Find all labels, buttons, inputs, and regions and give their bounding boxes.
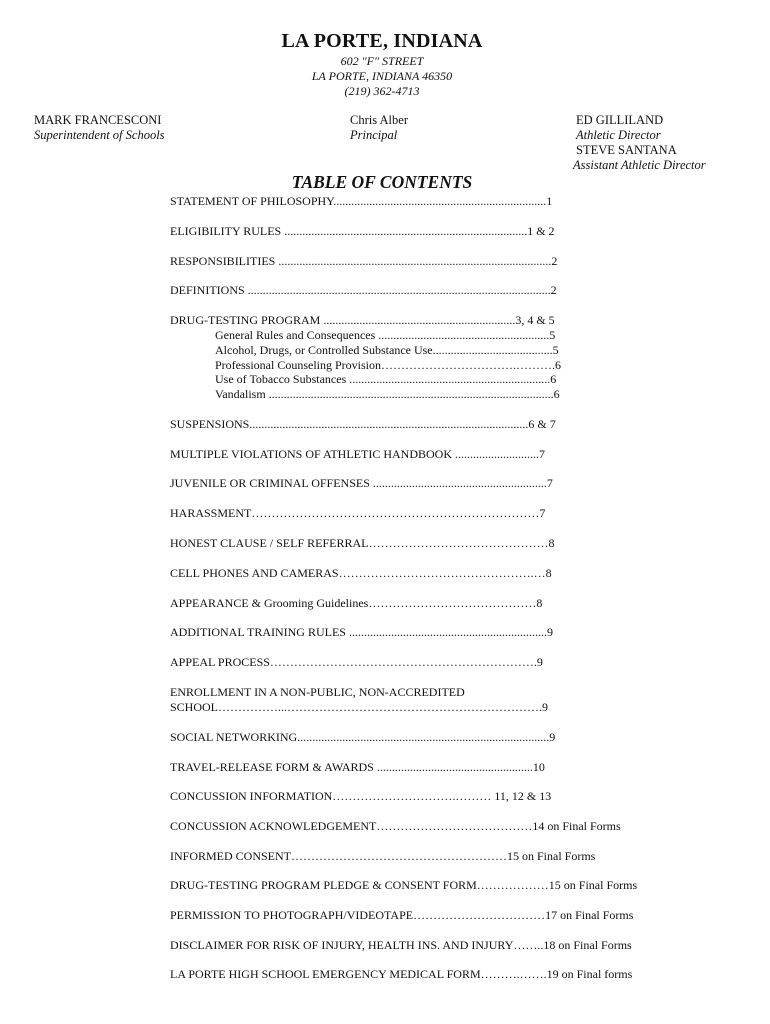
toc-entry: DRUG-TESTING PROGRAM PLEDGE & CONSENT FORM………………15 on Final Forms	[170, 878, 638, 892]
toc-entry: ADDITIONAL TRAINING RULES ..................................................................9	[170, 625, 553, 639]
toc-entry: MULTIPLE VIOLATIONS OF ATHLETIC HANDBOOK ............................7	[170, 447, 545, 461]
assistant-ad-title: Assistant Athletic Director	[573, 158, 706, 172]
toc-entry: SOCIAL NETWORKING....................................................................................9	[170, 730, 556, 744]
superintendent-name: MARK FRANCESCONI	[34, 113, 162, 127]
superintendent-title: Superintendent of Schools	[34, 128, 165, 142]
toc-entry: RESPONSIBILITIES ...........................................................................................2	[170, 254, 558, 268]
toc-heading: TABLE OF CONTENTS	[291, 172, 473, 192]
toc-sub-entry: Professional Counseling Provision…………………………….……….6	[215, 358, 562, 372]
toc-entry: ELIGIBILITY RULES .................................................................................1 & 2	[170, 224, 555, 238]
toc-entry: INFORMED CONSENT………………………………………………15 on Final Forms	[170, 849, 596, 863]
toc-entry: SCHOOL……………...……………………………………………………….9	[170, 700, 549, 714]
toc-entry: STATEMENT OF PHILOSOPHY.......................................................................1	[170, 194, 553, 208]
toc-entry: LA PORTE HIGH SCHOOL EMERGENCY MEDICAL FORM……….…….19 on Final forms	[170, 967, 633, 981]
toc-entry: APPEARANCE & Grooming Guidelines……………………………………8	[170, 596, 543, 610]
address-city: LA PORTE, INDIANA 46350	[311, 69, 453, 83]
toc-entry: CONCUSSION ACKNOWLEDGEMENT…………………………………14 on Final Forms	[170, 819, 621, 833]
toc-entry: DEFINITIONS .....................................................................................................2	[170, 283, 557, 297]
toc-entry: CONCUSSION INFORMATION………………………….……… 11, 12 & 13	[170, 789, 552, 803]
principal-name: Chris Alber	[350, 113, 408, 127]
toc-sub-entry: General Rules and Consequences .........................................................5	[215, 328, 556, 342]
address-street: 602 "F" STREET	[340, 54, 424, 68]
toc-entry: TRAVEL-RELEASE FORM & AWARDS ....................................................10	[170, 760, 545, 774]
athletic-director-name: ED GILLILAND	[576, 113, 664, 127]
athletic-director-title: Athletic Director	[576, 128, 661, 142]
toc-sub-entry: Use of Tobacco Substances ...................................................................6	[215, 372, 557, 386]
toc-sub-entry: Vandalism ...............................................................................................6	[215, 387, 560, 401]
principal-title: Principal	[350, 128, 398, 142]
toc-entry: HARASSMENT………………………………………………………………7	[170, 506, 546, 520]
assistant-ad-name: STEVE SANTANA	[576, 143, 677, 157]
toc-entry: DISCLAIMER FOR RISK OF INJURY, HEALTH INS. AND INJURY……..18 on Final Forms	[170, 938, 632, 952]
toc-entry: ENROLLMENT IN A NON-PUBLIC, NON-ACCREDITED	[170, 685, 465, 699]
toc-entry: DRUG-TESTING PROGRAM ................................................................3, 4 & 5	[170, 313, 555, 327]
toc-entry: HONEST CLAUSE / SELF REFERRAL………………………………………8	[170, 536, 555, 550]
toc-entry: CELL PHONES AND CAMERAS………………………………………….…8	[170, 566, 552, 580]
phone-number: (219) 362-4713	[344, 84, 420, 98]
toc-entry: PERMISSION TO PHOTOGRAPH/VIDEOTAPE……………………………17 on Final Forms	[170, 908, 634, 922]
toc-sub-entry: Alcohol, Drugs, or Controlled Substance Use........................................5	[215, 343, 559, 357]
toc-entry: APPEAL PROCESS………………………………………………………….9	[170, 655, 543, 669]
toc-entry: JUVENILE OR CRIMINAL OFFENSES ..........................................................7	[170, 476, 553, 490]
page-title: LA PORTE, INDIANA	[281, 30, 483, 52]
toc-entry: SUSPENSIONS.............................................................................................6 & 7	[170, 417, 556, 431]
